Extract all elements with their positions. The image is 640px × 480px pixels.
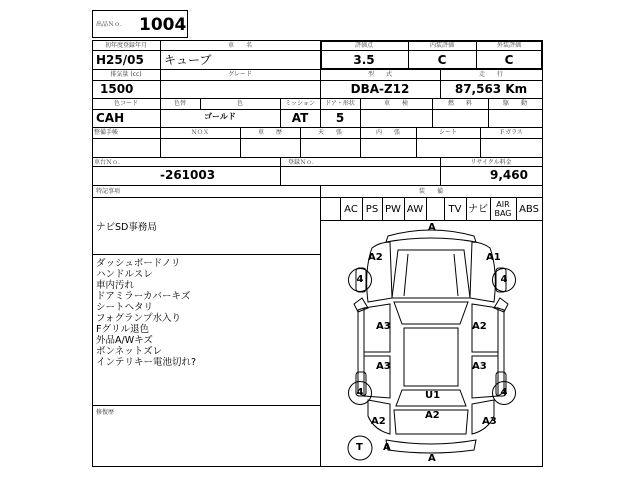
- mark-front-bumper: A: [428, 222, 436, 233]
- doors: 5: [335, 111, 345, 125]
- equipment-airbag: AIR BAG: [494, 200, 512, 218]
- mark-rear-bumper: A: [428, 453, 436, 464]
- remark-item: ダッシュボードノリ: [96, 258, 181, 269]
- row-line: [92, 166, 542, 167]
- lot-number-label: 出品Ｎｏ．: [96, 21, 127, 28]
- displacement-label: 排気量 (cc): [110, 71, 142, 78]
- col-line: [280, 157, 281, 185]
- mark-tire: T: [356, 442, 363, 453]
- remark-item: インテリキー電池切れ?: [96, 357, 197, 368]
- windshield-outline: [394, 302, 468, 324]
- mission-label: ミッション: [285, 100, 315, 107]
- color-change-label: 色替: [173, 100, 186, 107]
- color-code: CAH: [96, 111, 125, 125]
- color-label: 色: [236, 100, 243, 107]
- model-code: DBA-Z12: [350, 82, 410, 96]
- equipment-label: 装 備: [418, 188, 443, 195]
- mark-rear-right-wheel: 4: [492, 381, 516, 405]
- lot-number: 1004: [139, 15, 187, 35]
- maintenance-book-label: 整備手帳: [94, 129, 119, 136]
- score-label: 評価点: [354, 42, 373, 49]
- car-name: キューブ: [164, 53, 212, 67]
- exterior-grade-label: 外装評価: [496, 42, 521, 49]
- mark-front-right-wheel: 4: [492, 268, 516, 292]
- left-mirror: [354, 298, 368, 312]
- chassis-number: -261003: [160, 168, 216, 182]
- notes-label: 特記事項: [96, 188, 121, 195]
- row-line: [92, 254, 320, 255]
- equipment-aw: AW: [406, 204, 424, 215]
- interior-grade: C: [437, 53, 447, 67]
- inspection-label: 車 検: [383, 100, 408, 107]
- equipment-ac: AC: [344, 204, 358, 215]
- mark-right-front-door: A2: [472, 321, 487, 332]
- lot-number-box: [92, 10, 188, 38]
- rear-bumper-outline: [386, 440, 476, 453]
- exterior-grade: C: [504, 53, 514, 67]
- front-glass-label: Ｆガラス: [499, 129, 523, 136]
- nox-label: ＮＯＸ: [190, 129, 209, 136]
- mark-back-door: A2: [425, 410, 440, 421]
- equipment-tv: TV: [448, 204, 462, 215]
- mark-rear-left-wheel: 4: [348, 381, 372, 405]
- recycle-fee-label: リサイクル料金: [470, 159, 512, 166]
- first-registration: H25/05: [96, 53, 144, 67]
- car-diagram: [320, 220, 542, 467]
- remark-item: フォグランプ水入り: [96, 313, 182, 324]
- row-line: [92, 185, 542, 186]
- seat-label: シート: [438, 129, 457, 136]
- recycle-fee: 9,460: [490, 168, 528, 182]
- roof-outline: [404, 328, 458, 386]
- color-code-label: 色コード: [113, 100, 138, 107]
- history-label: 車 歴: [257, 129, 282, 136]
- equipment-ps: PS: [365, 204, 379, 215]
- notes-line: ナビSD事務局: [96, 222, 157, 233]
- left-front-fender: [367, 242, 392, 302]
- repair-history-label: 修復歴: [96, 409, 115, 416]
- remark-item: 外品A/Wキズ: [96, 335, 153, 346]
- ceiling-label: 天 張: [317, 129, 342, 136]
- drive-label: 駆 動: [502, 100, 527, 107]
- score: 3.5: [353, 53, 375, 67]
- mark-rear-right: A3: [482, 416, 497, 427]
- col-line: [426, 197, 427, 220]
- chassis-number-label: 車台Ｎｏ．: [94, 159, 125, 166]
- mark-rear-glass: U1: [425, 390, 441, 401]
- color: ゴールド: [204, 112, 236, 121]
- remark-item: ドアミラーカバーキズ: [96, 291, 191, 302]
- doors-label: ドア・形状: [325, 100, 355, 107]
- row-line: [92, 197, 542, 198]
- remark-item: シートヘタリ: [96, 302, 154, 313]
- right-front-fender: [470, 242, 495, 302]
- remark-item: ハンドルスレ: [96, 269, 153, 280]
- row-line: [92, 157, 542, 158]
- equipment-pw: PW: [385, 204, 401, 215]
- registration-number-label: 登録Ｎｏ．: [288, 159, 319, 166]
- interior-grade-label: 内装評価: [429, 42, 454, 49]
- mileage: 87,563 Km: [454, 82, 528, 96]
- car-name-label: 車 名: [227, 42, 252, 49]
- hood-outline: [392, 250, 470, 298]
- remark-item: ボンネットズレ: [96, 346, 163, 357]
- right-mirror: [494, 298, 508, 312]
- interior-lining-label: 内 張: [375, 129, 400, 136]
- equipment-abs: ABS: [519, 204, 539, 215]
- mark-front-right-fender: A1: [486, 252, 501, 263]
- mark-left-front-door: A3: [376, 321, 391, 332]
- equipment-navi: ナビ: [468, 204, 488, 215]
- remark-item: 車内汚れ: [96, 280, 135, 291]
- grade-label: グレード: [227, 71, 252, 78]
- mileage-label: 走 行: [478, 71, 503, 78]
- mark-left-rear-door: A3: [376, 361, 391, 372]
- first-registration-label: 初年度登録年月: [104, 42, 147, 49]
- mark-front-left-wheel: 4: [348, 268, 372, 292]
- mark-front-left-fender: A2: [368, 252, 383, 263]
- mission: AT: [291, 111, 309, 125]
- model-code-label: 型 式: [367, 71, 392, 78]
- mark-rear-left: A2: [371, 416, 386, 427]
- mark-tire-grade: A: [383, 442, 391, 453]
- mark-right-rear-door: A3: [472, 361, 487, 372]
- displacement: 1500: [100, 82, 134, 96]
- remark-item: Fグリル退色: [96, 324, 149, 335]
- remarks-list: [96, 258, 196, 368]
- fuel-label: 燃 料: [447, 100, 472, 107]
- row-line: [92, 405, 320, 406]
